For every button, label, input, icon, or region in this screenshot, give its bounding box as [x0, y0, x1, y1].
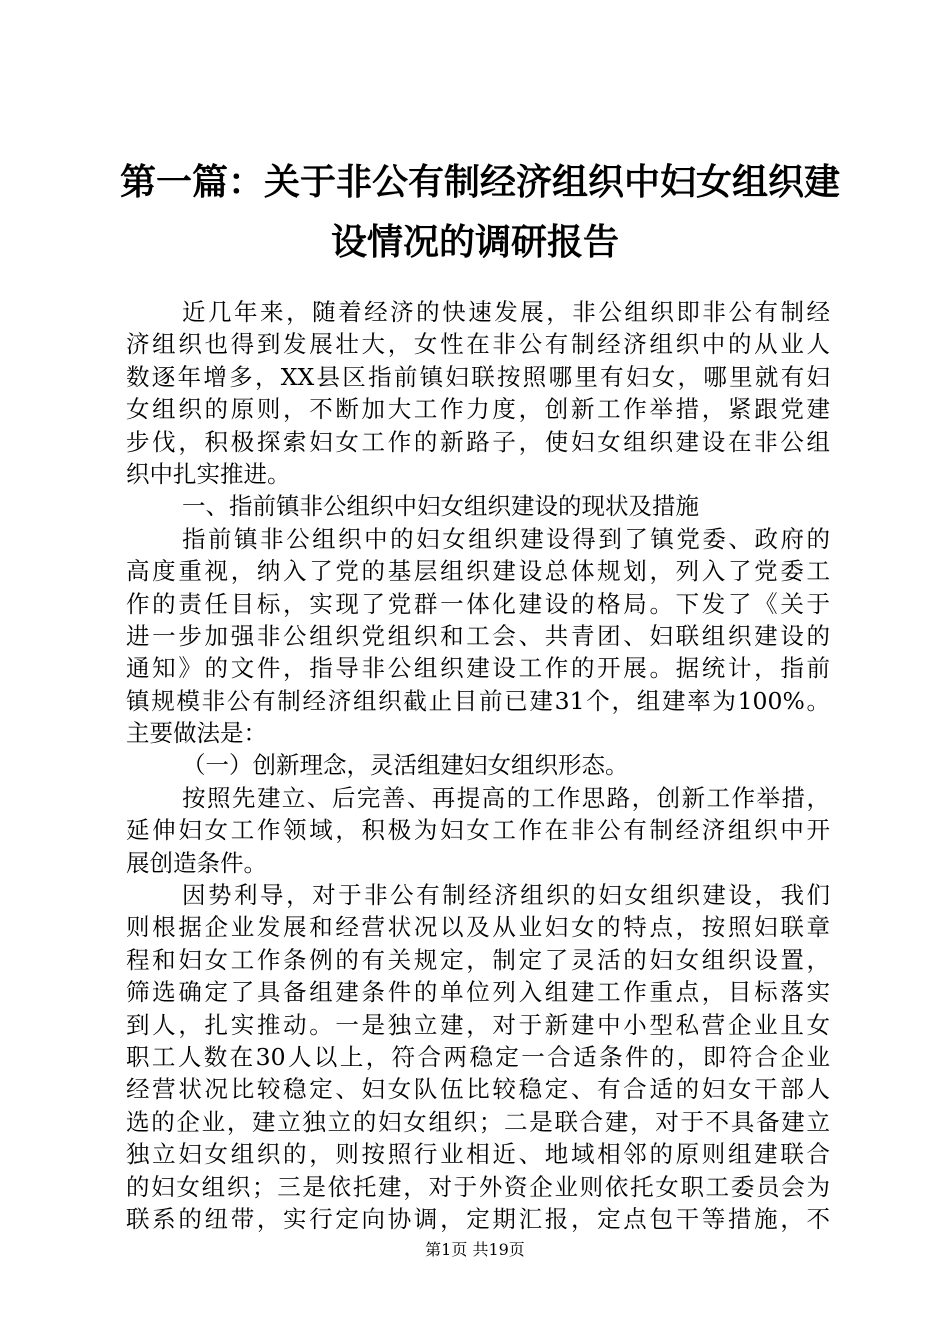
body-line: 济组织也得到发展壮大，女性在非公有制经济组织中的从业人: [126, 330, 830, 359]
body-line: 数逐年增多，XX县区指前镇妇联按照哪里有妇女，哪里就有妇: [126, 362, 830, 391]
document-title-line-2: 设情况的调研报告: [330, 221, 619, 263]
body-line: 通知》的文件，指导非公组织建设工作的开展。据统计，指前: [126, 654, 830, 683]
body-line: 按照先建立、后完善、再提高的工作思路，创新工作举措，: [182, 783, 830, 812]
body-line: 联系的纽带，实行定向协调，定期汇报，定点包干等措施，不: [126, 1204, 830, 1233]
body-line: 作的责任目标，实现了党群一体化建设的格局。下发了《关于: [126, 589, 830, 618]
body-line: 独立妇女组织的，则按照行业相近、地域相邻的原则组建联合: [126, 1140, 830, 1169]
document-title-line-1: 第一篇：关于非公有制经济组织中妇女组织建: [120, 161, 841, 203]
body-line: 指前镇非公组织中的妇女组织建设得到了镇党委、政府的: [182, 524, 830, 553]
body-line: 的妇女组织；三是依托建，对于外资企业则依托女职工委员会为: [126, 1172, 830, 1201]
body-line: 筛选确定了具备组建条件的单位列入组建工作重点，目标落实: [126, 978, 830, 1007]
body-line: 选的企业，建立独立的妇女组织；二是联合建，对于不具备建立: [126, 1107, 830, 1136]
body-line: 则根据企业发展和经营状况以及从业妇女的特点，按照妇联章: [126, 913, 830, 942]
body-line: （一）创新理念，灵活组建妇女组织形态。: [182, 751, 629, 780]
body-line: 主要做法是：: [126, 719, 267, 748]
body-line: 进一步加强非公组织党组织和工会、共青团、妇联组织建设的: [126, 621, 830, 650]
body-line: 镇规模非公有制经济组织截止目前已建31个，组建率为100%。: [126, 686, 830, 715]
body-line: 步伐，积极探索妇女工作的新路子，使妇女组织建设在非公组: [126, 427, 830, 456]
body-line: 职工人数在30人以上，符合两稳定一合适条件的，即符合企业: [126, 1042, 830, 1071]
body-line: 展创造条件。: [126, 848, 267, 877]
body-line: 近几年来，随着经济的快速发展，非公组织即非公有制经: [182, 298, 830, 326]
page-footer: 第1页 共19页: [425, 1240, 525, 1259]
body-line: 织中扎实推进。: [126, 459, 291, 488]
body-line: 女组织的原则，不断加大工作力度，创新工作举措，紧跟党建: [126, 395, 830, 424]
body-line: 高度重视，纳入了党的基层组织建设总体规划，列入了党委工: [126, 557, 830, 586]
body-line: 到人，扎实推动。一是独立建，对于新建中小型私营企业且女: [126, 1010, 830, 1039]
body-line: 因势利导，对于非公有制经济组织的妇女组织建设，我们: [182, 881, 830, 910]
body-line: 经营状况比较稳定、妇女队伍比较稳定、有合适的妇女干部人: [126, 1075, 830, 1104]
document-body: [126, 296, 830, 1235]
body-line: 一、指前镇非公组织中妇女组织建设的现状及措施: [182, 492, 699, 521]
body-line: 程和妇女工作条例的有关规定，制定了灵活的妇女组织设置，: [126, 945, 830, 974]
body-line: 延伸妇女工作领域，积极为妇女工作在非公有制经济组织中开: [126, 816, 830, 845]
